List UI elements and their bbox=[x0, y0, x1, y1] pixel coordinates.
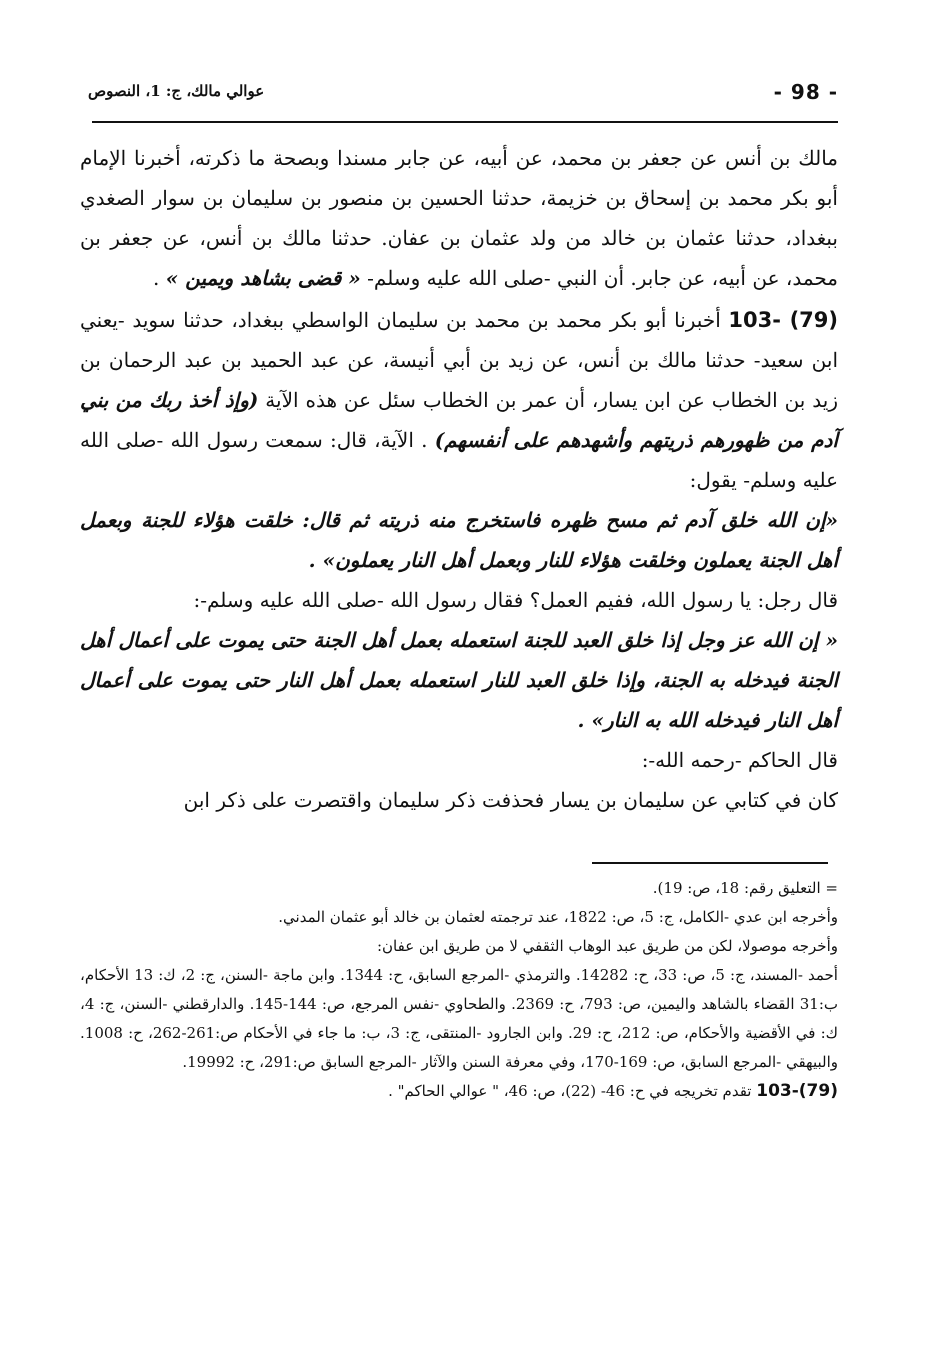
page-header bbox=[88, 80, 838, 114]
header-rule bbox=[92, 121, 838, 123]
footnote-rule bbox=[592, 862, 828, 864]
hadith-number: 103- (79) bbox=[728, 308, 839, 332]
opening-paragraph-text: مالك بن أنس عن جعفر بن محمد، عن أبيه، عن جابر مسندا وبصحة ما ذكرته، أخبرنا الإمام أبو بكر محمد بن إسحاق بن خزيمة، حدثنا الحسين بن منصور بن سليمان بن سوار الصغدي ببغداد، حدثنا عثمان بن خالد من ولد عثمان بن عفان. حدثنا مالك بن أنس، عن جعفر بن محمد، عن أبيه، عن جابر. أن النبي -صلى الله عليه وسلم- bbox=[80, 146, 838, 290]
hadith-quote-first: «إن الله خلق آدم ثم مسح ظهره فاستخرج منه ذريته ثم قال: خلقت هؤلاء للجنة وبعمل أهل الجنة يعملون وخلقت هؤلاء للنار وبعمل أهل النار يعملون» . bbox=[80, 508, 838, 572]
hakim-said-line: قال الحاكم -رحمه الله-: bbox=[641, 748, 838, 772]
opening-paragraph-end: . bbox=[153, 266, 160, 290]
footnote-line: وأخرجه ابن عدي -الكامل، ج: 5، ص: 1822، عند ترجمته لعثمان بن خالد أبو عثمان المدني. bbox=[278, 908, 838, 926]
hadith-103-chain: أخبرنا أبو بكر محمد بن محمد بن سليمان الواسطي ببغداد، حدثنا سويد -يعني ابن سعيد- حدثنا مالك بن أنس، عن زيد بن أبي أنيسة، عن عبد الحميد بن عبد الرحمان بن زيد بن الخطاب عن ابن يسار، أن عمر بن الخطاب سئل عن هذه الآية bbox=[80, 308, 839, 412]
hadith-103-chain-end: . الآية، قال: سمعت رسول الله -صلى الله عليه وسلم- يقول: bbox=[80, 428, 838, 492]
footnote-last-line bbox=[80, 1077, 838, 1106]
opening-hadith-quote: « قضى بشاهد ويمين » bbox=[165, 266, 361, 290]
hadith-quote-second: « إن الله عز وجل إذا خلق العبد للجنة استعمله بعمل أهل الجنة حتى يموت على أعمال أهل الجنة فيدخله به الجنة، وإذا خلق العبد للنار استعمله بعمل أهل النار حتى يموت على أعمال أهل النار فيدخله الله به النار» . bbox=[80, 628, 838, 732]
opening-paragraph bbox=[80, 138, 838, 298]
footnote-reference-text: تقدم تخريجه في ح: 46- (22)، ص: 46، " عوالي الحاكم" . bbox=[388, 1082, 752, 1100]
footnote-reference-number: 103-(79) bbox=[756, 1081, 838, 1101]
footnote-line: = التعليق رقم: 18، ص: 19). bbox=[652, 879, 838, 897]
quranic-verse: (وإذ أخذ ربك من بني آدم من ظهورهم ذريتهم وأشهدهم على أنفسهم) bbox=[80, 388, 838, 452]
hadith-103-paragraph bbox=[80, 300, 838, 500]
page-number: - 98 - bbox=[773, 80, 838, 104]
question-line: قال رجل: يا رسول الله، ففيم العمل؟ فقال رسول الله -صلى الله عليه وسلم-: bbox=[193, 588, 838, 612]
running-head: عوالي مالك، ج: 1، النصوص bbox=[88, 82, 265, 100]
footnotes bbox=[80, 874, 838, 1106]
footnote-line: وأخرجه موصولا، لكن من طريق عبد الوهاب الثقفي لا من طريق ابن عفان: bbox=[376, 937, 838, 955]
footnote-paragraph: أحمد -المسند، ج: 5، ص: 33، ح: 14282. والترمذي -المرجع السابق، ح: 1344. وابن ماجة -السنن، ج: 2، ك: 13 الأحكام، ب:31 القضاء بالشاهد واليمين، ص: 793، ح: 2369. والطحاوي -نفس المرجع، ص: 144-145. والدارقطني -السنن، ج: 4، ك: في الأقضية والأحكام، ص: 212، ح: 29. وابن الجارود -المنتقى، ج: 3، ب: ما جاء في الأحكام ص:261-262، ح: 1008. والبيهقي -المرجع السابق، ص: 169-170، وفي معرفة السنن والآثار -المرجع السابق ص:291، ح: 19992. bbox=[80, 966, 838, 1071]
main-text bbox=[80, 138, 838, 820]
final-paragraph: كان في كتابي عن سليمان بن يسار فحذفت ذكر سليمان واقتصرت على ذكر ابن bbox=[183, 788, 838, 812]
